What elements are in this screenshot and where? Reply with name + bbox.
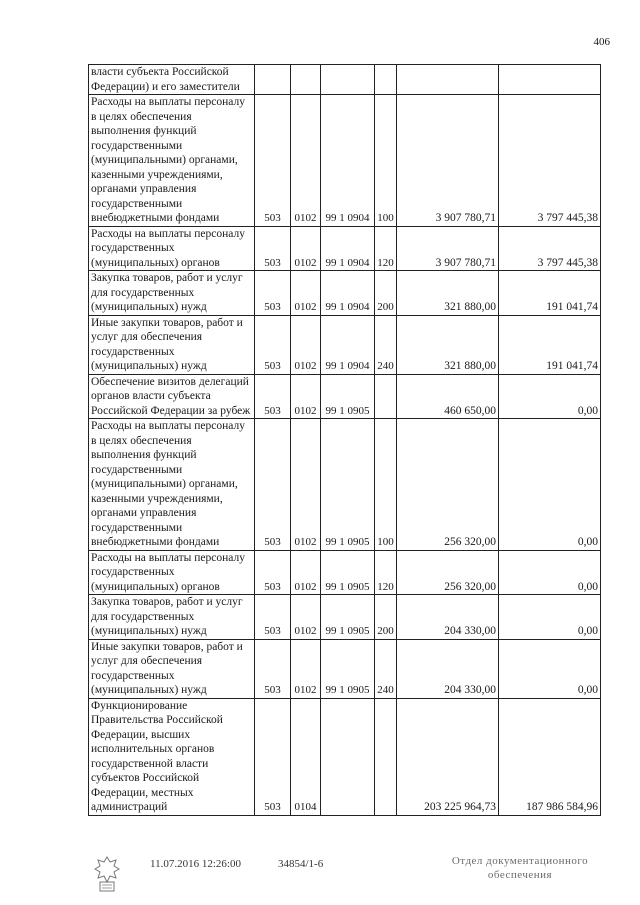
row-amount-plan-cell: 460 650,00	[397, 374, 499, 419]
page-footer	[0, 852, 640, 902]
budget-table-body	[89, 65, 601, 816]
footer-department-line2: обеспечения	[487, 869, 553, 881]
row-amount-actual-cell: 0,00	[499, 550, 601, 595]
footer-date: 11.07.2016 12:26:00	[150, 858, 241, 870]
row-amount-plan-cell: 204 330,00	[397, 595, 499, 640]
row-amount-actual-cell: 3 797 445,38	[499, 226, 601, 271]
row-name-cell: Обеспечение визитов делегаций органов власти субъекта Российской Федерации за рубеж	[89, 374, 255, 419]
row-amount-actual-cell: 191 041,74	[499, 271, 601, 316]
row-target-cell: 99 1 0904	[321, 315, 375, 374]
row-type-cell	[375, 698, 397, 815]
row-amount-plan-cell: 203 225 964,73	[397, 698, 499, 815]
row-name-cell: власти субъекта Российской Федерации) и его заместители	[89, 65, 255, 95]
row-target-cell: 99 1 0904	[321, 226, 375, 271]
row-amount-plan-cell: 321 880,00	[397, 315, 499, 374]
footer-department-line1: Отдел документационного	[451, 855, 589, 867]
row-amount-actual-cell: 0,00	[499, 595, 601, 640]
row-amount-plan-cell: 256 320,00	[397, 550, 499, 595]
row-target-cell: 99 1 0905	[321, 595, 375, 640]
row-amount-plan-cell: 3 907 780,71	[397, 95, 499, 227]
row-name-cell: Иные закупки товаров, работ и услуг для обеспечения государственных (муниципальных) нужд	[89, 639, 255, 698]
row-target-cell: 99 1 0904	[321, 95, 375, 227]
row-amount-plan-cell: 256 320,00	[397, 419, 499, 551]
row-gr-cell: 503	[255, 315, 291, 374]
row-amount-actual-cell: 187 986 584,96	[499, 698, 601, 815]
footer-department-stamp	[430, 854, 610, 882]
row-name-cell: Расходы на выплаты персоналу в целях обеспечения выполнения функций государственными (муниципальными) органами, казенными учреждениями, органами управления государственными внебюджетными фондами	[89, 419, 255, 551]
table-row	[89, 639, 601, 698]
row-name-cell: Закупка товаров, работ и услуг для государственных (муниципальных) нужд	[89, 271, 255, 316]
row-name-cell: Расходы на выплаты персоналу государственных (муниципальных) органов	[89, 226, 255, 271]
row-gr-cell: 503	[255, 95, 291, 227]
row-target-cell: 99 1 0905	[321, 374, 375, 419]
row-name-cell: Иные закупки товаров, работ и услуг для обеспечения государственных (муниципальных) нужд	[89, 315, 255, 374]
row-section-cell: 0104	[291, 698, 321, 815]
row-gr-cell: 503	[255, 226, 291, 271]
table-row	[89, 315, 601, 374]
row-gr-cell: 503	[255, 550, 291, 595]
row-gr-cell	[255, 65, 291, 95]
row-type-cell: 200	[375, 271, 397, 316]
row-gr-cell: 503	[255, 698, 291, 815]
row-target-cell	[321, 698, 375, 815]
table-row	[89, 374, 601, 419]
row-amount-plan-cell: 3 907 780,71	[397, 226, 499, 271]
row-section-cell: 0102	[291, 595, 321, 640]
row-amount-actual-cell: 191 041,74	[499, 315, 601, 374]
row-type-cell: 240	[375, 639, 397, 698]
row-type-cell	[375, 65, 397, 95]
row-name-cell: Расходы на выплаты персоналу государственных (муниципальных) органов	[89, 550, 255, 595]
row-name-cell: Функционирование Правительства Российской Федерации, высших исполнительных органов государственной власти субъектов Российской Федерации, местных администраций	[89, 698, 255, 815]
row-gr-cell: 503	[255, 374, 291, 419]
row-section-cell: 0102	[291, 419, 321, 551]
row-amount-actual-cell	[499, 65, 601, 95]
table-row	[89, 65, 601, 95]
row-type-cell: 120	[375, 550, 397, 595]
row-type-cell: 200	[375, 595, 397, 640]
row-section-cell: 0102	[291, 271, 321, 316]
table-row	[89, 550, 601, 595]
row-type-cell	[375, 374, 397, 419]
row-amount-actual-cell: 3 797 445,38	[499, 95, 601, 227]
table-row	[89, 419, 601, 551]
row-type-cell: 120	[375, 226, 397, 271]
table-row	[89, 595, 601, 640]
row-name-cell: Закупка товаров, работ и услуг для государственных (муниципальных) нужд	[89, 595, 255, 640]
coat-of-arms-icon	[92, 854, 122, 894]
row-target-cell	[321, 65, 375, 95]
page-number: 406	[593, 36, 610, 48]
row-section-cell: 0102	[291, 95, 321, 227]
row-type-cell: 100	[375, 419, 397, 551]
table-row	[89, 271, 601, 316]
row-amount-actual-cell: 0,00	[499, 419, 601, 551]
row-amount-plan-cell	[397, 65, 499, 95]
table-row	[89, 698, 601, 815]
footer-document-number: 34854/1-6	[278, 858, 324, 870]
row-section-cell	[291, 65, 321, 95]
row-amount-actual-cell: 0,00	[499, 374, 601, 419]
row-target-cell: 99 1 0905	[321, 550, 375, 595]
row-gr-cell: 503	[255, 271, 291, 316]
row-type-cell: 240	[375, 315, 397, 374]
row-amount-actual-cell: 0,00	[499, 639, 601, 698]
row-name-cell: Расходы на выплаты персоналу в целях обеспечения выполнения функций государственными (муниципальными) органами, казенными учреждениями, органами управления государственными внебюджетными фондами	[89, 95, 255, 227]
row-target-cell: 99 1 0905	[321, 639, 375, 698]
row-target-cell: 99 1 0904	[321, 271, 375, 316]
row-gr-cell: 503	[255, 639, 291, 698]
row-section-cell: 0102	[291, 374, 321, 419]
row-section-cell: 0102	[291, 639, 321, 698]
row-gr-cell: 503	[255, 419, 291, 551]
row-section-cell: 0102	[291, 226, 321, 271]
table-row	[89, 95, 601, 227]
row-target-cell: 99 1 0905	[321, 419, 375, 551]
table-row	[89, 226, 601, 271]
row-amount-plan-cell: 321 880,00	[397, 271, 499, 316]
row-section-cell: 0102	[291, 550, 321, 595]
row-gr-cell: 503	[255, 595, 291, 640]
row-amount-plan-cell: 204 330,00	[397, 639, 499, 698]
budget-table	[88, 64, 601, 816]
row-type-cell: 100	[375, 95, 397, 227]
row-section-cell: 0102	[291, 315, 321, 374]
